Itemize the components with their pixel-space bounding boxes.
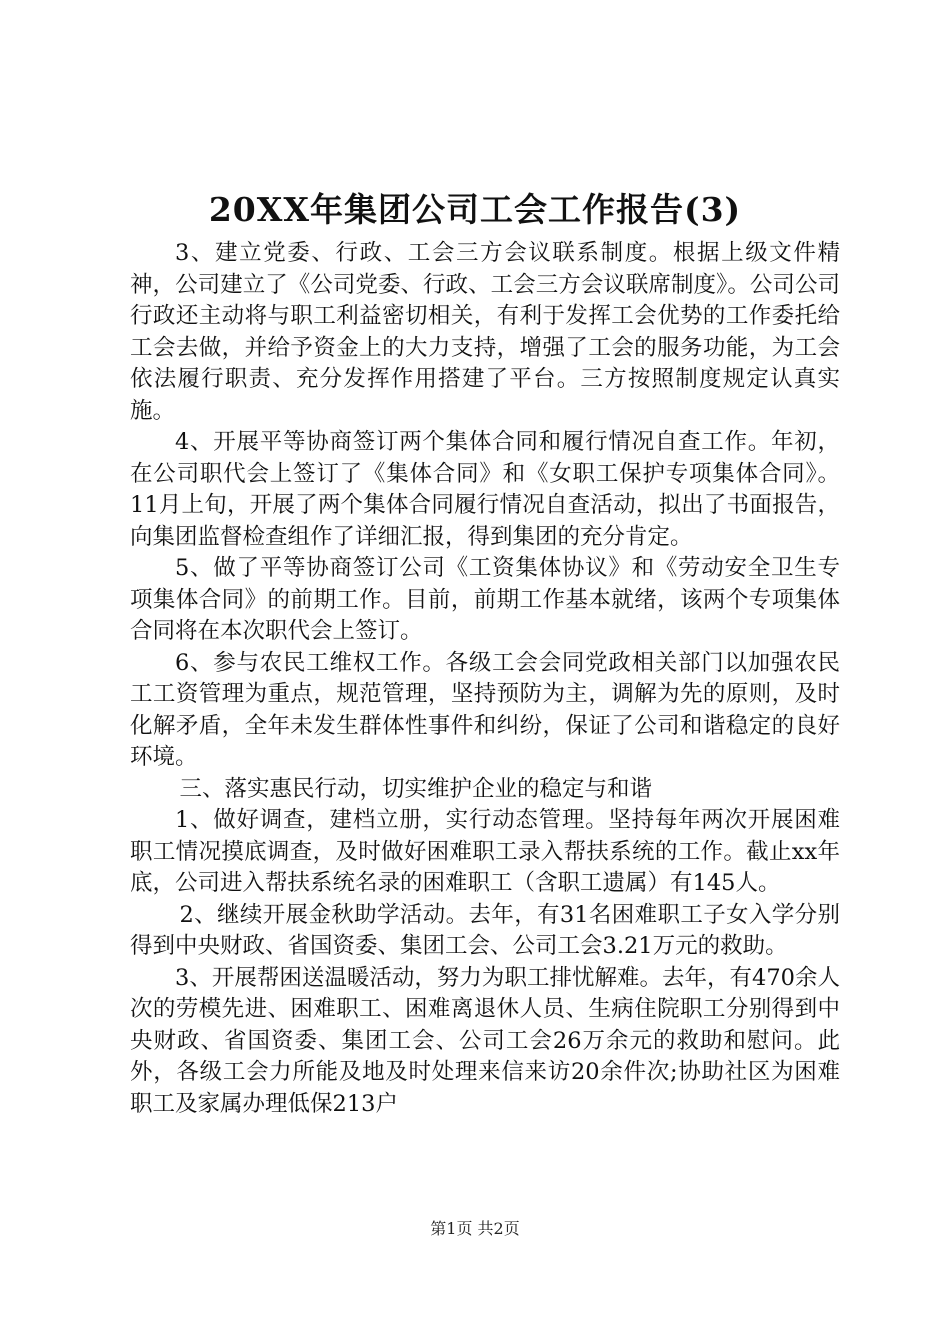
document-body: [130, 238, 840, 1120]
paragraph: 3、开展帮困送温暖活动，努力为职工排忧解难。去年，有470余人次的劳模先进、困难职工、困难离退休人员、生病住院职工分别得到中央财政、省国资委、集团工会、公司工会26万余元的救助和慰问。此外，各级工会力所能及地及时处理来信来访20余件次;协助社区为困难职工及家属办理低保213户: [130, 964, 840, 1117]
paragraph: 1、做好调查，建档立册，实行动态管理。坚持每年两次开展困难职工情况摸底调查，及时做好困难职工录入帮扶系统的工作。截止xx年底，公司进入帮扶系统名录的困难职工（含职工遗属）有145人。: [130, 807, 840, 896]
page-footer: 第1页 共2页: [430, 1219, 520, 1238]
document-title: 20XX年集团公司工会工作报告(3): [208, 190, 742, 229]
paragraph: 5、做了平等协商签订公司《工资集体协议》和《劳动安全卫生专项集体合同》的前期工作。目前，前期工作基本就绪，该两个专项集体合同将在本次职代会上签订。: [130, 555, 840, 644]
paragraph: 6、参与农民工维权工作。各级工会会同党政相关部门以加强农民工工资管理为重点，规范管理，坚持预防为主，调解为先的原则，及时化解矛盾，全年未发生群体性事件和纠纷，保证了公司和谐稳定的良好环境。: [130, 649, 840, 770]
paragraph: 3、建立党委、行政、工会三方会议联系制度。根据上级文件精神，公司建立了《公司党委、行政、工会三方会议联席制度》。公司公司行政还主动将与职工利益密切相关，有利于发挥工会优势的工作委托给工会去做，并给予资金上的大力支持，增强了工会的服务功能，为工会依法履行职责、充分发挥作用搭建了平台。三方按照制度规定认真实施。: [130, 240, 840, 424]
paragraph: 4、开展平等协商签订两个集体合同和履行情况自查工作。年初，在公司职代会上签订了《集体合同》和《女职工保护专项集体合同》。11月上旬，开展了两个集体合同履行情况自查活动，拟出了书面报告，向集团监督检查组作了详细汇报，得到集团的充分肯定。: [130, 429, 840, 550]
paragraph: 2、继续开展金秋助学活动。去年，有31名困难职工子女入学分别得到中央财政、省国资委、集团工会、公司工会3.21万元的救助。: [130, 901, 840, 959]
section-heading: 三、落实惠民行动，切实维护企业的稳定与和谐: [179, 775, 653, 802]
